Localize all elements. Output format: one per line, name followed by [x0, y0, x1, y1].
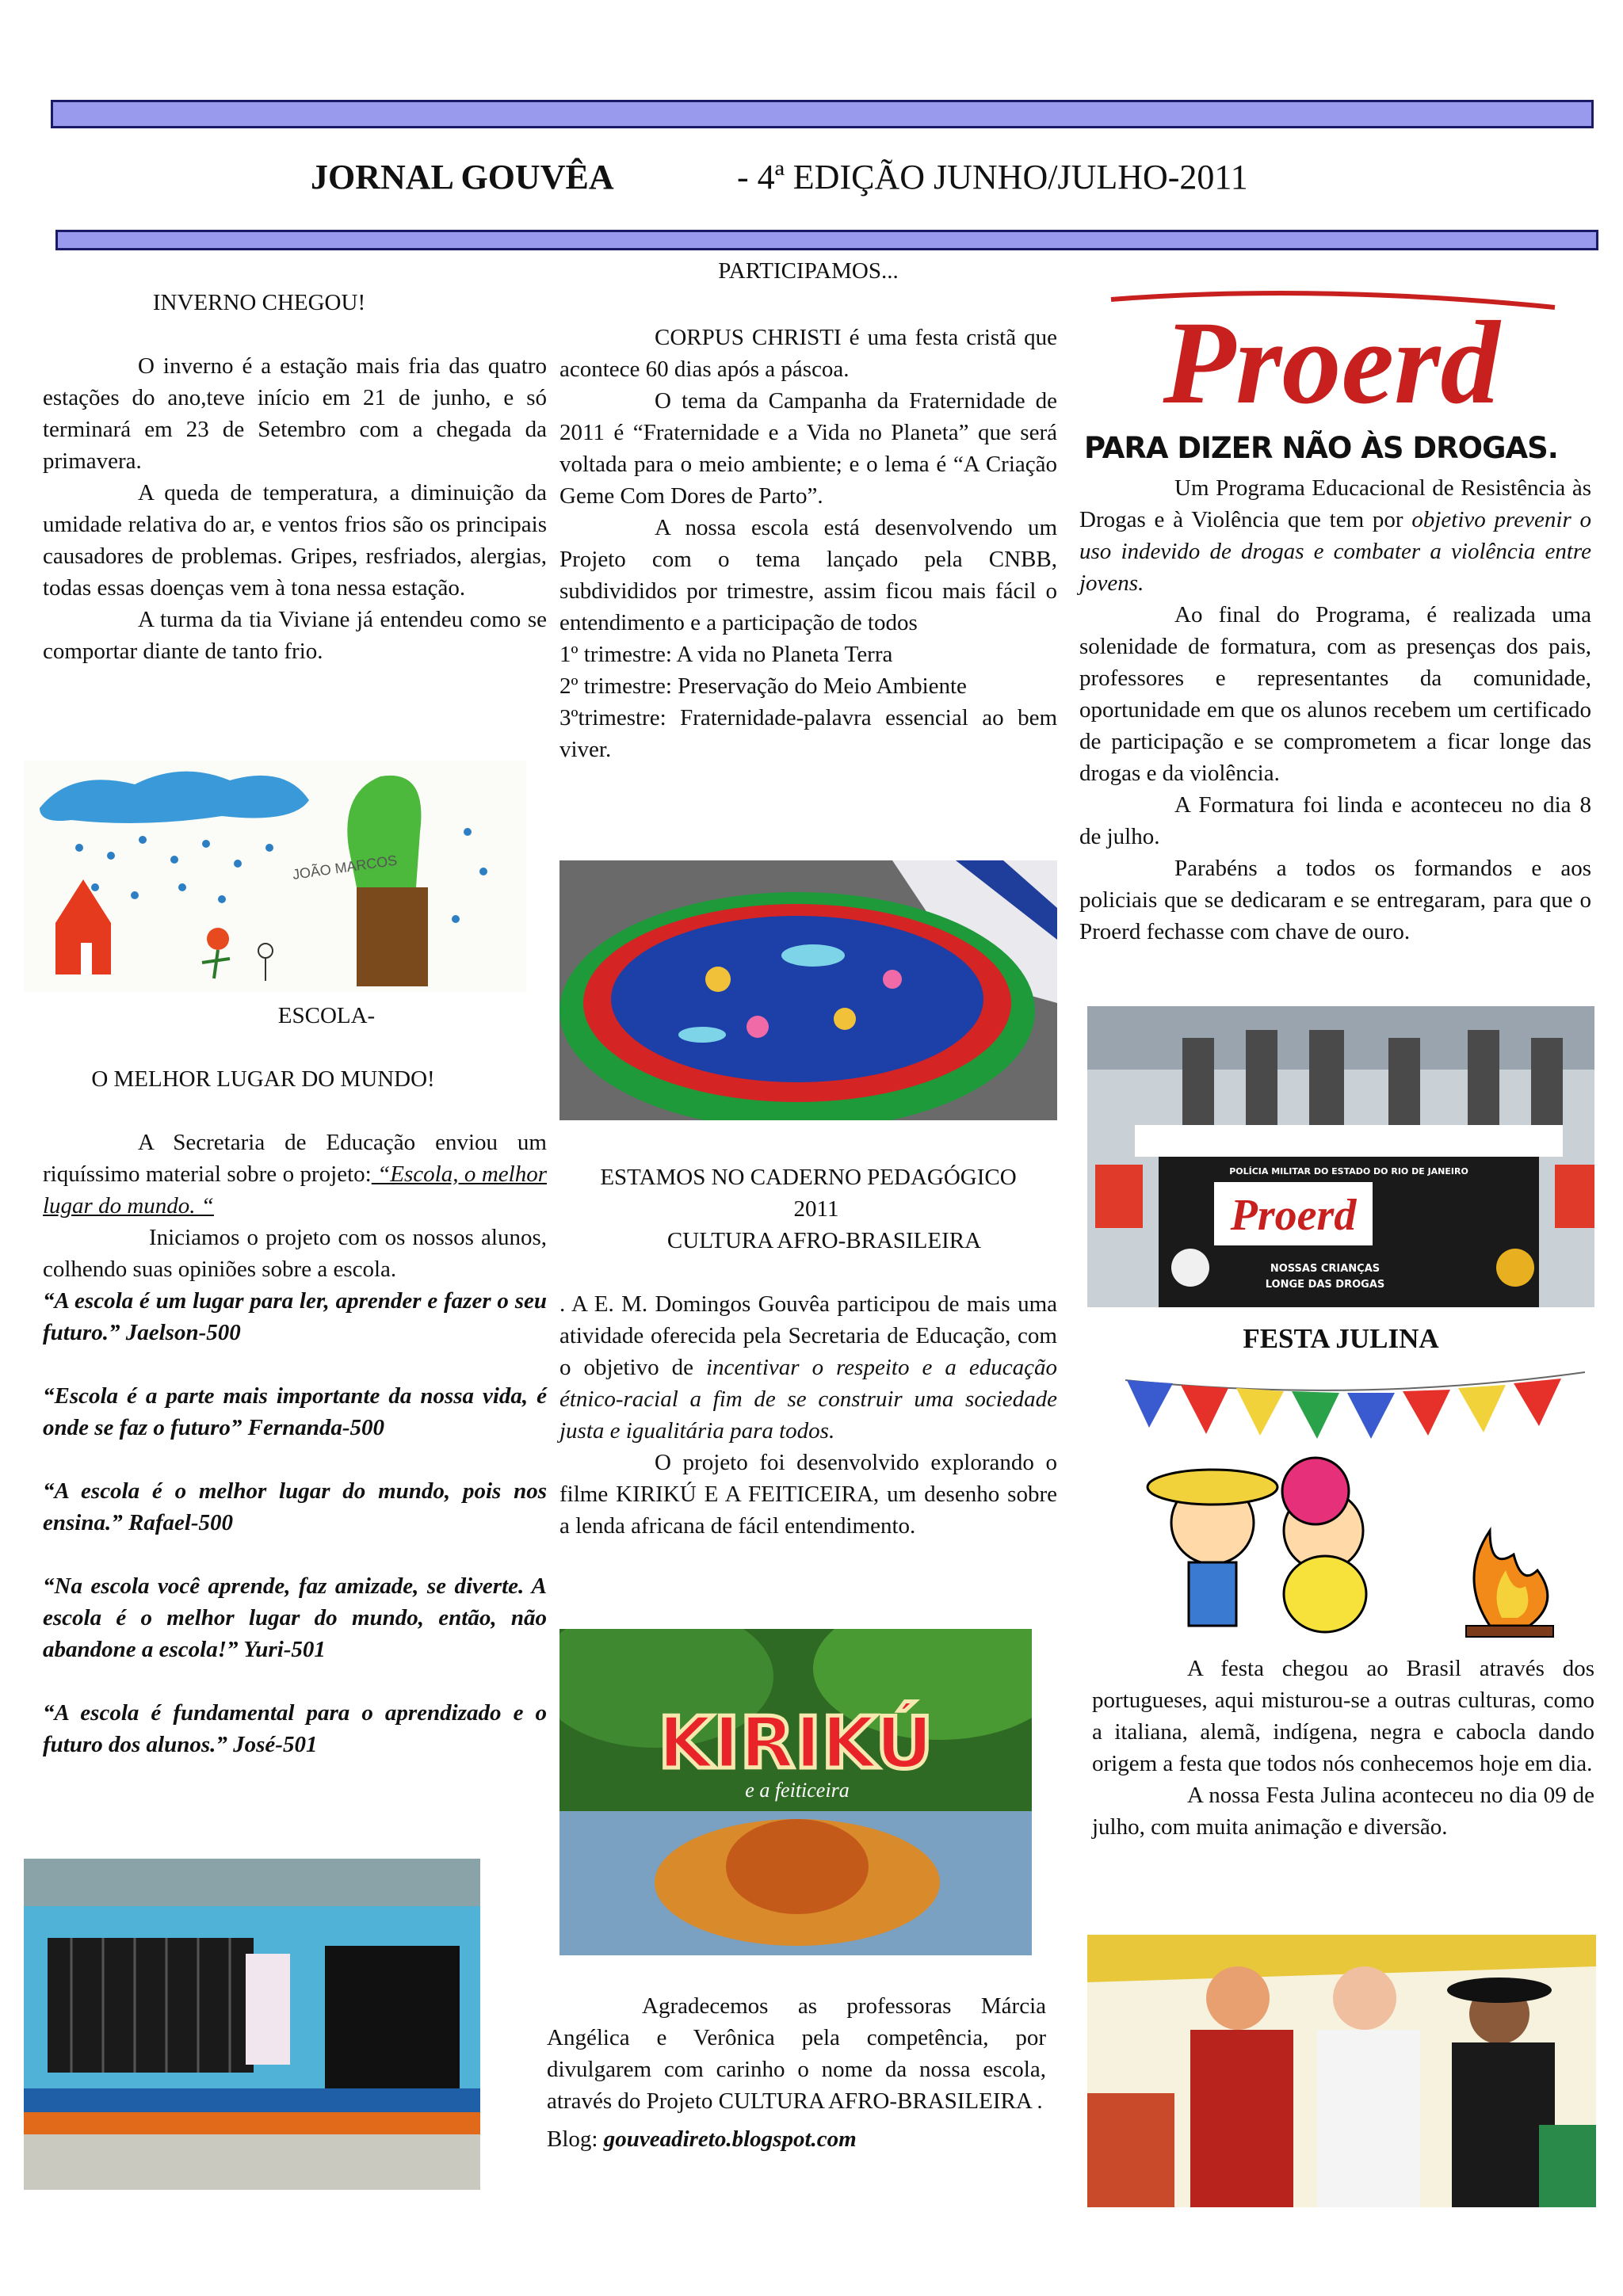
trimester-3: 3ºtrimestre: Fraternidade-palavra essencial ao bem viver.	[559, 705, 1057, 762]
festa-paragraph-2: A nossa Festa Julina aconteceu no dia 09 de julho, com muita animação e diversão.	[1092, 1783, 1594, 1840]
school-heading-2: O MELHOR LUGAR DO MUNDO!	[91, 1066, 435, 1092]
banner-bottom-1: NOSSAS CRIANÇAS	[1270, 1263, 1381, 1275]
quote-yuri: “Na escola você aprende, faz amizade, se diverte. A escola é o melhor lugar do mundo, então, não abandone a escola!” Yuri-501	[43, 1573, 547, 1662]
column-right-proerd	[1079, 472, 1591, 948]
proerd-logo-text: Proerd	[1163, 297, 1500, 429]
kiriku-title: KIRIKÚ	[658, 1702, 934, 1785]
school-heading-1: ESCOLA-	[277, 1003, 376, 1028]
proerd-slogan: PARA DIZER NÃO ÀS DROGAS.	[1084, 431, 1558, 465]
trimester-2: 2º trimestre: Preservação do Meio Ambiente	[559, 673, 967, 699]
winter-heading: INVERNO CHEGOU!	[152, 290, 366, 315]
caderno-heading-1: ESTAMOS NO CADERNO PEDAGÓGICO	[600, 1165, 1017, 1190]
festa-julina-photo	[1087, 1935, 1596, 2207]
afro-paragraph-1	[559, 1288, 1057, 1447]
school-paragraph-2: Iniciamos o projeto com os nossos alunos, colhendo suas opiniões sobre a escola.	[43, 1225, 547, 1282]
kiriku-subtitle: e a feiticeira	[745, 1779, 850, 1802]
corpus-paragraph-2: O tema da Campanha da Fraternidade de 2011 é “Fraternidade e a Vida no Planeta” que será voltada para o meio ambiente; e o lema é “A Criação Geme Com Dores de Parto”.	[559, 388, 1057, 509]
proerd-paragraph-1	[1079, 472, 1591, 599]
header-bar-top	[51, 100, 1594, 128]
column-middle-thanks	[547, 1990, 1046, 2155]
festa-julina-illustration	[1117, 1356, 1593, 1657]
blog-link[interactable]: gouveadireto.blogspot.com	[603, 2126, 857, 2152]
afro-objective: incentivar o respeito e a educação étnico-racial a fim de se construir uma sociedade justa e igualitária para todos.	[559, 1355, 1057, 1444]
header-bar-bottom	[55, 230, 1598, 250]
column-left-school	[43, 1000, 547, 1760]
school-paragraph-1	[43, 1127, 547, 1222]
corpus-paragraph-3: A nossa escola está desenvolvendo um Projeto com o tema lançado pela CNBB, subdivididos por trimestre, assim ficou mais fácil o entendimento e a participação de todos	[559, 515, 1057, 635]
participamos-heading: PARTICIPAMOS...	[718, 258, 899, 284]
kiriku-movie-poster	[559, 1629, 1032, 1955]
corpus-christi-carpet-photo	[559, 860, 1057, 1120]
edition-info: - 4ª EDIÇÃO JUNHO/JULHO-2011	[737, 158, 1248, 196]
quote-jose: “A escola é fundamental para o aprendizado e o futuro dos alunos.” José-501	[43, 1700, 547, 1757]
blog-label: Blog:	[547, 2126, 604, 2152]
festa-paragraph-1: A festa chegou ao Brasil através dos portugueses, aqui misturou-se a outras culturas, como a italiana, alemã, indígena, negra e cabocla dando origem a festa que todos nós conhecemos hoje em dia.	[1092, 1656, 1594, 1776]
afro-paragraph-1-text: . A E. M. Domingos Gouvêa participou de mais uma atividade oferecida pela Secretaria de Educação, com o objetivo de	[559, 1291, 1057, 1380]
proerd-objective: objetivo prevenir o uso indevido de drogas e combater a violência entre jovens.	[1079, 507, 1591, 596]
quote-rafael: “A escola é o melhor lugar do mundo, pois nos ensina.” Rafael-500	[43, 1478, 547, 1535]
proerd-paragraph-3: A Formatura foi linda e aconteceu no dia 8 de julho.	[1079, 792, 1591, 849]
proerd-logo	[1079, 276, 1583, 469]
newspaper-title: JORNAL GOUVÊA	[311, 158, 614, 196]
winter-paragraph-2: A queda de temperatura, a diminuição da umidade relativa do ar, e ventos frios são os principais causadores de problemas. Gripes, resfriados, alergias, todas essas doenças vem à tona nessa estação.	[43, 480, 547, 601]
afro-paragraph-2: O projeto foi desenvolvido explorando o filme KIRIKÚ E A FEITICEIRA, um desenho sobre a lenda africana de fácil entendimento.	[559, 1450, 1057, 1539]
thanks-paragraph: Agradecemos as professoras Márcia Angélica e Verônica pela competência, por divulgarem com carinho o nome da nossa escola, através do Projeto CULTURA AFRO-BRASILEIRA .	[547, 1993, 1046, 2114]
column-left-top	[43, 287, 547, 667]
school-hallway-photo	[24, 1859, 480, 2190]
masthead	[0, 157, 1623, 208]
festa-heading: FESTA JULINA	[1243, 1323, 1439, 1354]
child-drawing-image	[24, 761, 526, 992]
blog-line	[547, 2123, 1046, 2155]
school-project-name: “Escola, o melhor lugar do mundo. “	[43, 1161, 547, 1219]
quote-jaelson: “A escola é um lugar para ler, aprender e fazer o seu futuro.” Jaelson-500	[43, 1288, 547, 1345]
quote-fernanda: “Escola é a parte mais importante da nossa vida, é onde se faz o futuro” Fernanda-500	[43, 1383, 547, 1440]
winter-paragraph-3: A turma da tia Viviane já entendeu como se comportar diante de tanto frio.	[43, 607, 547, 664]
banner-top-text: POLÍCIA MILITAR DO ESTADO DO RIO DE JANEIRO	[1229, 1166, 1468, 1177]
proerd-ceremony-photo	[1087, 1006, 1594, 1307]
drawing-signature: JOÃO MARCOS	[291, 852, 399, 883]
winter-paragraph-1: O inverno é a estação mais fria das quatro estações do ano,teve início em 21 de junho, e só terminará em 23 de Setembro com a chegada da primavera.	[43, 353, 547, 474]
caderno-heading-2: 2011	[793, 1196, 839, 1222]
corpus-paragraph-1: CORPUS CHRISTI é uma festa cristã que acontece 60 dias após a páscoa.	[559, 325, 1057, 382]
proerd-paragraph-4: Parabéns a todos os formandos e aos policiais que se dedicaram e se entregaram, para que o Proerd fechasse com chave de ouro.	[1079, 856, 1591, 944]
trimester-1: 1º trimestre: A vida no Planeta Terra	[559, 642, 893, 667]
column-right-festa	[1092, 1653, 1594, 1843]
proerd-paragraph-1-text: Um Programa Educacional de Resistência às Drogas e à Violência que tem por	[1079, 475, 1591, 532]
column-middle-afro	[559, 1161, 1057, 1542]
banner-logo-text: Proerd	[1230, 1191, 1357, 1240]
school-paragraph-1-text: A Secretaria de Educação enviou um riquíssimo material sobre o projeto:	[43, 1130, 547, 1187]
proerd-paragraph-2: Ao final do Programa, é realizada uma solenidade de formatura, com as presenças dos pais, professores e representantes da comunidade, oportunidade em que os alunos recebem um certificado de participação e se comprometem a ficar longe das drogas e da violência.	[1079, 602, 1591, 786]
caderno-heading-3: CULTURA AFRO-BRASILEIRA	[666, 1228, 982, 1253]
banner-bottom-2: LONGE DAS DROGAS	[1265, 1279, 1385, 1291]
column-middle-top	[559, 255, 1057, 765]
